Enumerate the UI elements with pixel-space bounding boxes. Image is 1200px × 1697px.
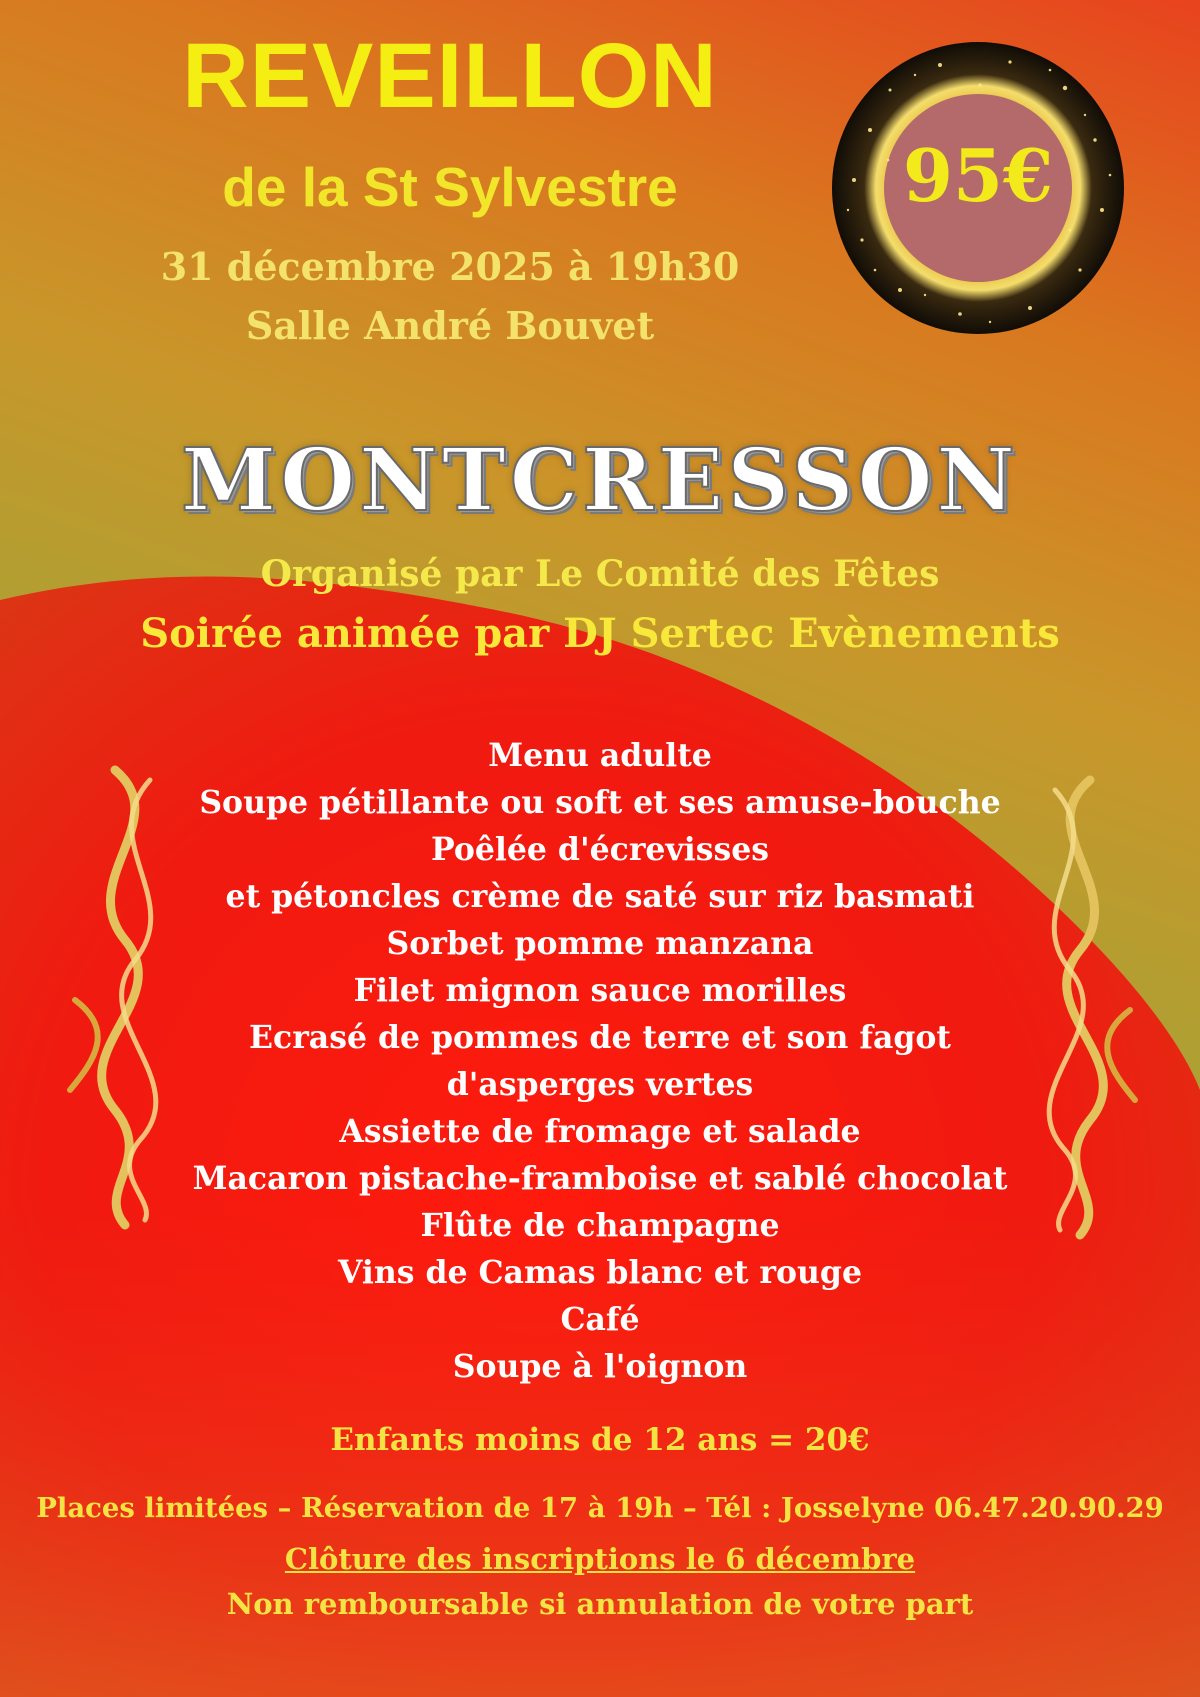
menu-list <box>0 732 1200 1390</box>
children-price: Enfants moins de 12 ans = 20€ <box>330 1422 870 1458</box>
menu-item: Sorbet pomme manzana <box>386 925 814 962</box>
event-date: 31 décembre 2025 à 19h30 <box>160 244 740 289</box>
menu-item: Café <box>560 1301 640 1338</box>
menu-item: Macaron pistache-framboise et sablé chocolat <box>192 1160 1008 1197</box>
menu-item: Vins de Camas blanc et rouge <box>338 1254 862 1291</box>
registration-deadline: Clôture des inscriptions le 6 décembre <box>284 1542 916 1576</box>
menu-item: Filet mignon sauce morilles <box>353 972 847 1009</box>
menu-item: d'asperges vertes <box>446 1066 754 1103</box>
menu-item: Flûte de champagne <box>420 1207 780 1244</box>
event-subtitle: de la St Sylvestre <box>222 156 678 218</box>
menu-item: Assiette de fromage et salade <box>339 1113 861 1150</box>
booking-info: Places limitées – Réservation de 17 à 19h – Tél : Josselyne 06.47.20.90.29 <box>36 1492 1164 1524</box>
town-name: MONTCRESSON <box>180 430 1020 531</box>
menu-item: Soupe à l'oignon <box>452 1348 748 1385</box>
menu-heading: Menu adulte <box>488 737 712 774</box>
menu-item: et pétoncles crème de saté sur riz basmati <box>225 878 975 915</box>
refund-policy: Non remboursable si annulation de votre part <box>226 1587 974 1621</box>
menu-item: Soupe pétillante ou soft et ses amuse-bouche <box>199 784 1001 821</box>
menu-item: Ecrasé de pommes de terre et son fagot <box>249 1019 951 1056</box>
entertainment-line: Soirée animée par DJ Sertec Evènements <box>140 610 1060 657</box>
price-label: 95€ <box>902 133 1054 218</box>
organizer-line: Organisé par Le Comité des Fêtes <box>260 553 940 595</box>
event-venue: Salle André Bouvet <box>245 303 655 348</box>
event-title: REVEILLON <box>182 25 718 127</box>
menu-item: Poêlée d'écrevisses <box>431 831 769 868</box>
